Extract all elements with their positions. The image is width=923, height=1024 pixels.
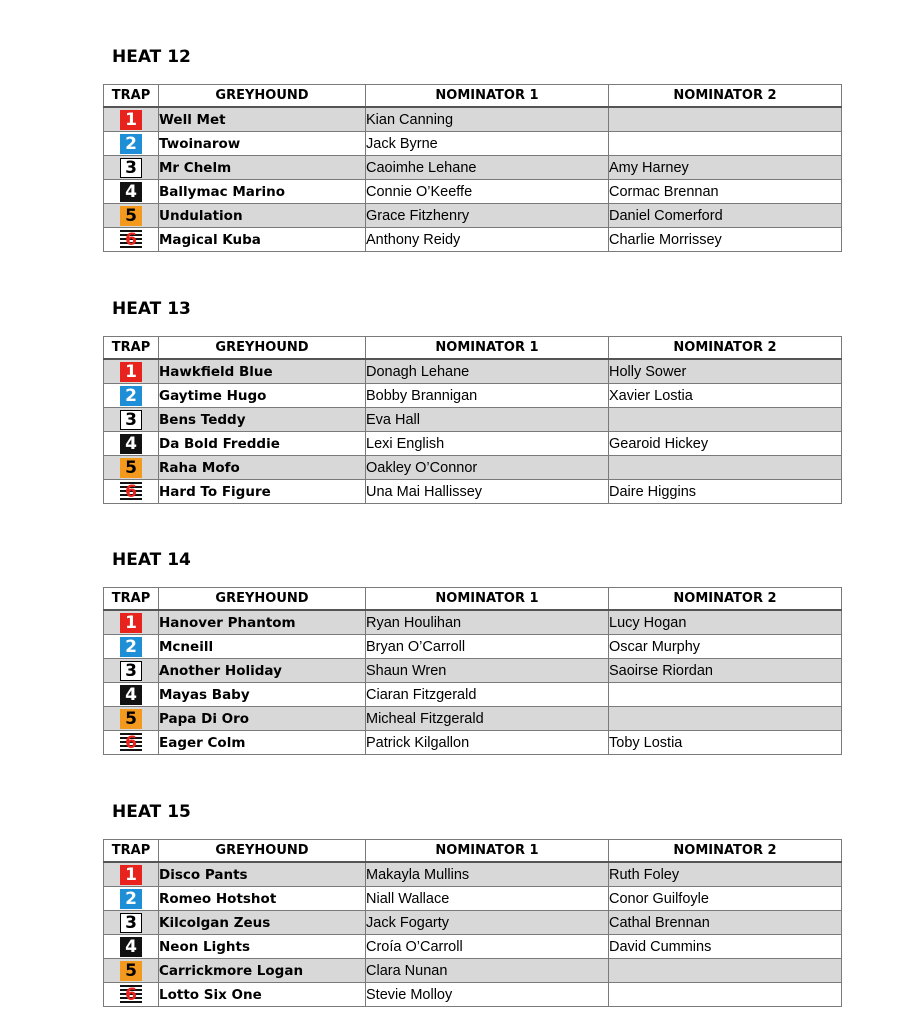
greyhound-name: Raha Mofo (159, 456, 366, 480)
nominator-2 (609, 707, 842, 731)
table-row (104, 456, 842, 480)
nominator-2 (609, 107, 842, 132)
trap-4-icon: 4 (120, 182, 142, 202)
trap-cell (104, 156, 159, 180)
table-row (104, 384, 842, 408)
trap-1-icon: 1 (120, 613, 142, 633)
trap-cell (104, 408, 159, 432)
nominator-2: Conor Guilfoyle (609, 887, 842, 911)
nominator-2: David Cummins (609, 935, 842, 959)
table-row (104, 432, 842, 456)
nominator-2: Cathal Brennan (609, 911, 842, 935)
trap-cell (104, 862, 159, 887)
nominator-1: Stevie Molloy (366, 983, 609, 1007)
trap-cell (104, 887, 159, 911)
trap-cell (104, 107, 159, 132)
nominator-2: Charlie Morrissey (609, 228, 842, 252)
trap-4-icon: 4 (120, 434, 142, 454)
greyhound-name: Undulation (159, 204, 366, 228)
nominator-1: Jack Byrne (366, 132, 609, 156)
trap-5-icon: 5 (120, 206, 142, 226)
greyhound-name: Disco Pants (159, 862, 366, 887)
greyhound-name: Magical Kuba (159, 228, 366, 252)
heat-title: HEAT 15 (112, 802, 191, 822)
nominator-1: Clara Nunan (366, 959, 609, 983)
trap-5-icon: 5 (120, 458, 142, 478)
nominator-2 (609, 132, 842, 156)
trap-2-icon: 2 (120, 386, 142, 406)
table-row (104, 635, 842, 659)
header-nominator-2: NOMINATOR 2 (609, 85, 842, 108)
trap-1-icon: 1 (120, 865, 142, 885)
heat-table (103, 587, 842, 755)
table-row (104, 862, 842, 887)
heat-table (103, 84, 842, 252)
table-row (104, 359, 842, 384)
nominator-2: Oscar Murphy (609, 635, 842, 659)
table-row (104, 480, 842, 504)
nominator-2: Saoirse Riordan (609, 659, 842, 683)
greyhound-name: Mcneill (159, 635, 366, 659)
nominator-1: Shaun Wren (366, 659, 609, 683)
trap-cell (104, 983, 159, 1007)
nominator-1: Ryan Houlihan (366, 610, 609, 635)
greyhound-name: Carrickmore Logan (159, 959, 366, 983)
nominator-1: Eva Hall (366, 408, 609, 432)
nominator-1: Connie O’Keeffe (366, 180, 609, 204)
trap-6-icon: 6 (120, 230, 142, 250)
greyhound-name: Eager Colm (159, 731, 366, 755)
trap-cell (104, 683, 159, 707)
heat-table (103, 839, 842, 1007)
header-nominator-1: NOMINATOR 1 (366, 588, 609, 611)
table-row (104, 659, 842, 683)
trap-5-icon: 5 (120, 709, 142, 729)
trap-2-icon: 2 (120, 889, 142, 909)
nominator-1: Makayla Mullins (366, 862, 609, 887)
trap-cell (104, 132, 159, 156)
header-row (104, 85, 842, 108)
trap-cell (104, 959, 159, 983)
trap-cell (104, 610, 159, 635)
nominator-1: Niall Wallace (366, 887, 609, 911)
greyhound-name: Another Holiday (159, 659, 366, 683)
table-row (104, 107, 842, 132)
nominator-2: Holly Sower (609, 359, 842, 384)
nominator-1: Grace Fitzhenry (366, 204, 609, 228)
header-nominator-2: NOMINATOR 2 (609, 840, 842, 863)
trap-3-icon: 3 (120, 661, 142, 681)
greyhound-name: Twoinarow (159, 132, 366, 156)
table-row (104, 935, 842, 959)
trap-3-icon: 3 (120, 410, 142, 430)
header-greyhound: GREYHOUND (159, 840, 366, 863)
nominator-1: Patrick Kilgallon (366, 731, 609, 755)
nominator-1: Una Mai Hallissey (366, 480, 609, 504)
table-row (104, 983, 842, 1007)
trap-cell (104, 659, 159, 683)
nominator-1: Anthony Reidy (366, 228, 609, 252)
greyhound-name: Mr Chelm (159, 156, 366, 180)
greyhound-name: Hard To Figure (159, 480, 366, 504)
nominator-2: Daniel Comerford (609, 204, 842, 228)
header-greyhound: GREYHOUND (159, 337, 366, 360)
nominator-1: Oakley O’Connor (366, 456, 609, 480)
greyhound-name: Romeo Hotshot (159, 887, 366, 911)
trap-cell (104, 359, 159, 384)
trap-cell (104, 228, 159, 252)
greyhound-name: Well Met (159, 107, 366, 132)
nominator-1: Croía O’Carroll (366, 935, 609, 959)
nominator-1: Bryan O’Carroll (366, 635, 609, 659)
trap-cell (104, 911, 159, 935)
trap-cell (104, 456, 159, 480)
table-row (104, 408, 842, 432)
trap-1-icon: 1 (120, 362, 142, 382)
table-row (104, 610, 842, 635)
header-greyhound: GREYHOUND (159, 588, 366, 611)
trap-5-icon: 5 (120, 961, 142, 981)
trap-cell (104, 731, 159, 755)
table-row (104, 156, 842, 180)
header-trap: TRAP (104, 337, 159, 360)
greyhound-name: Lotto Six One (159, 983, 366, 1007)
trap-cell (104, 180, 159, 204)
table-row (104, 204, 842, 228)
trap-cell (104, 707, 159, 731)
heat-title: HEAT 12 (112, 47, 191, 67)
trap-cell (104, 384, 159, 408)
header-row (104, 588, 842, 611)
heat-table (103, 336, 842, 504)
greyhound-name: Hawkfield Blue (159, 359, 366, 384)
nominator-2: Ruth Foley (609, 862, 842, 887)
nominator-2: Gearoid Hickey (609, 432, 842, 456)
trap-4-icon: 4 (120, 685, 142, 705)
header-nominator-2: NOMINATOR 2 (609, 588, 842, 611)
heat-title: HEAT 14 (112, 550, 191, 570)
nominator-1: Donagh Lehane (366, 359, 609, 384)
trap-cell (104, 935, 159, 959)
trap-cell (104, 480, 159, 504)
trap-3-icon: 3 (120, 913, 142, 933)
greyhound-name: Hanover Phantom (159, 610, 366, 635)
table-row (104, 132, 842, 156)
nominator-2: Daire Higgins (609, 480, 842, 504)
greyhound-name: Papa Di Oro (159, 707, 366, 731)
table-row (104, 228, 842, 252)
nominator-2 (609, 983, 842, 1007)
header-greyhound: GREYHOUND (159, 85, 366, 108)
trap-2-icon: 2 (120, 134, 142, 154)
heat-title: HEAT 13 (112, 299, 191, 319)
trap-2-icon: 2 (120, 637, 142, 657)
header-trap: TRAP (104, 85, 159, 108)
trap-6-icon: 6 (120, 482, 142, 502)
header-nominator-2: NOMINATOR 2 (609, 337, 842, 360)
trap-1-icon: 1 (120, 110, 142, 130)
greyhound-name: Kilcolgan Zeus (159, 911, 366, 935)
header-row (104, 337, 842, 360)
trap-6-icon: 6 (120, 985, 142, 1005)
nominator-2: Xavier Lostia (609, 384, 842, 408)
table-row (104, 887, 842, 911)
greyhound-name: Ballymac Marino (159, 180, 366, 204)
header-trap: TRAP (104, 588, 159, 611)
header-row (104, 840, 842, 863)
nominator-2: Toby Lostia (609, 731, 842, 755)
nominator-1: Bobby Brannigan (366, 384, 609, 408)
nominator-1: Ciaran Fitzgerald (366, 683, 609, 707)
header-nominator-1: NOMINATOR 1 (366, 85, 609, 108)
trap-4-icon: 4 (120, 937, 142, 957)
nominator-2: Cormac Brennan (609, 180, 842, 204)
nominator-1: Kian Canning (366, 107, 609, 132)
greyhound-name: Da Bold Freddie (159, 432, 366, 456)
table-row (104, 707, 842, 731)
greyhound-name: Neon Lights (159, 935, 366, 959)
header-nominator-1: NOMINATOR 1 (366, 840, 609, 863)
nominator-2: Amy Harney (609, 156, 842, 180)
nominator-2: Lucy Hogan (609, 610, 842, 635)
greyhound-name: Bens Teddy (159, 408, 366, 432)
table-row (104, 683, 842, 707)
table-row (104, 180, 842, 204)
greyhound-name: Gaytime Hugo (159, 384, 366, 408)
trap-cell (104, 432, 159, 456)
header-trap: TRAP (104, 840, 159, 863)
nominator-1: Caoimhe Lehane (366, 156, 609, 180)
trap-cell (104, 204, 159, 228)
nominator-2 (609, 959, 842, 983)
nominator-2 (609, 408, 842, 432)
nominator-2 (609, 456, 842, 480)
nominator-2 (609, 683, 842, 707)
table-row (104, 959, 842, 983)
nominator-1: Lexi English (366, 432, 609, 456)
trap-cell (104, 635, 159, 659)
table-row (104, 911, 842, 935)
nominator-1: Micheal Fitzgerald (366, 707, 609, 731)
header-nominator-1: NOMINATOR 1 (366, 337, 609, 360)
table-row (104, 731, 842, 755)
nominator-1: Jack Fogarty (366, 911, 609, 935)
trap-3-icon: 3 (120, 158, 142, 178)
greyhound-name: Mayas Baby (159, 683, 366, 707)
trap-6-icon: 6 (120, 733, 142, 753)
